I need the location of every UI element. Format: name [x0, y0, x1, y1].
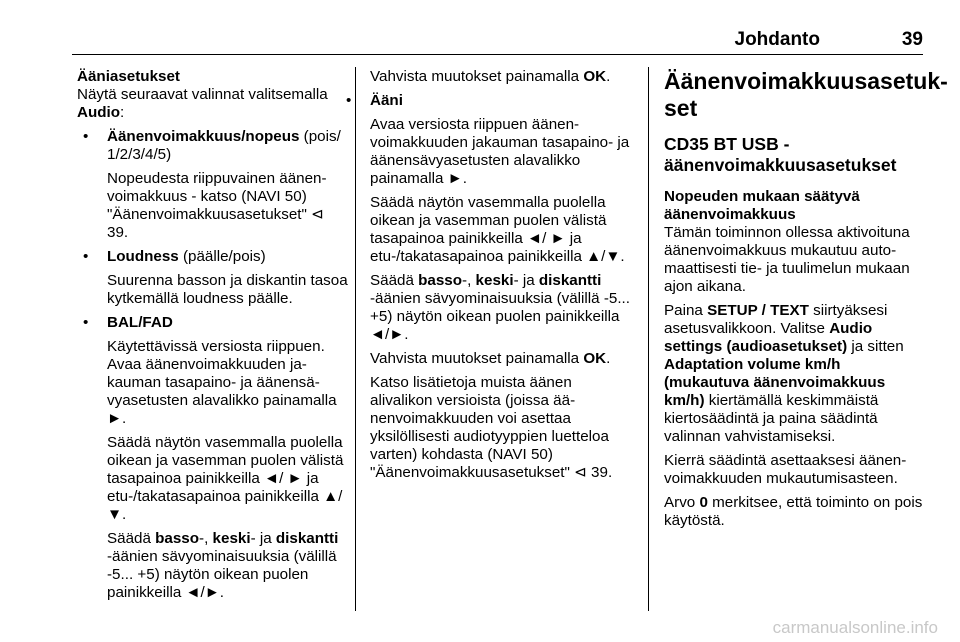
list-item-sound-text-3: Säädä basso-, keski- ja diskantti -äänien sävyominaisuuksia (välillä -5... +5) näytön oikean puolen painikkeilla ◄/►.	[370, 272, 630, 343]
header-rule	[72, 54, 923, 55]
list-item-loudness-text: Suurenna basson ja diskantin tasoa kytkemällä loudness päälle.	[107, 272, 348, 307]
adjust-paragraph: Kierrä säädintä asettaaksesi äänenvoimakkuuden mukautumisasteen.	[664, 452, 907, 487]
more-info-paragraph: Katso lisätietoja muista äänen alivalikon versioista (joissa äänenvoimakkuuden voi asettaa yksilöllisesti audiotyyppien luetteloa varten) kohdasta (NAVI 50) "Äänenvoimakkuusasetukset" ⊲ 39.	[370, 374, 613, 481]
confirm-paragraph-1: Vahvista muutokset painamalla OK.	[370, 68, 611, 85]
page-header	[0, 0, 960, 56]
subsection-title-cd35: CD35 BT USB - äänenvoimakkuusasetukset	[664, 134, 897, 175]
section-heading-audio-settings: Ääniasetukset	[77, 68, 180, 85]
column-divider-2	[648, 67, 649, 611]
intro-paragraph: Näytä seuraavat valinnat valitsemalla Audio:	[77, 86, 328, 121]
column-1	[77, 68, 352, 608]
zero-value-paragraph: Arvo 0 merkitsee, että toiminto on pois käytöstä.	[664, 494, 923, 529]
list-item-bal-fad: • BAL/FAD	[83, 314, 173, 331]
confirm-paragraph-2: Vahvista muutokset painamalla OK.	[370, 350, 611, 367]
section-title-volume-settings: Äänenvoimakkuusasetukset	[664, 68, 948, 121]
list-item-loudness: • Loudness (päälle/pois)	[83, 248, 266, 265]
column-3	[664, 68, 948, 536]
column-2	[346, 68, 632, 488]
column-divider-1	[355, 67, 356, 611]
list-item-speed-volume: • Äänenvoimakkuus/nopeus (pois/ 1/2/3/4/5)	[83, 128, 341, 163]
speed-volume-description: Tämän toiminnon ollessa aktivoituna äänenvoimakkuus mukautuu automaattisesti tie- ja tuulimelun mukaan ajon aikana.	[664, 224, 910, 295]
list-item-sound-text-2: Säädä näytön vasemmalla puolella oikean ja vasemman puolen välistä tasapainoa painikkeilla ◄/ ► ja etu-/takatasapainoa painikkeilla ▲/▼.	[370, 194, 625, 265]
speed-volume-instructions: Paina SETUP / TEXT siirtyäksesi asetusvalikkoon. Valitse Audio settings (audioasetukset) ja sitten Adaptation volume km/h (mukautuva äänenvoimakkuus km/h) kiertämällä keskimmäistä kiertosäädintä ja paina säädintä valinnan vahvistamiseksi.	[664, 302, 904, 445]
bullet-dot: •	[83, 314, 89, 331]
list-item-bal-fad-text-3: Säädä basso-, keski- ja diskantti -äänien sävyominaisuuksia (välillä -5... +5) näytön oikean puolen painikkeilla ◄/►.	[107, 530, 339, 601]
bullet-dot: •	[346, 92, 352, 109]
bullet-dot: •	[83, 128, 89, 145]
chapter-title: Johdanto	[734, 29, 820, 50]
list-item-speed-volume-text: Nopeudesta riippuvainen äänenvoimakkuus - katso (NAVI 50) "Äänenvoimakkuusasetukset" ⊲ 39.	[107, 170, 327, 241]
bullet-dot: •	[83, 248, 89, 265]
list-item-sound: • Ääni	[346, 92, 403, 109]
watermark: carmanualsonline.info	[772, 618, 938, 637]
subheading-speed-volume: Nopeuden mukaan säätyvä äänenvoimakkuus	[664, 188, 860, 223]
list-item-sound-text-1: Avaa versiosta riippuen äänenvoimakkuuden jakauman tasapaino- ja äänensävyasetusten alavalikko painamalla ►.	[370, 116, 630, 187]
page-number: 39	[901, 29, 923, 50]
list-item-bal-fad-text-1: Käytettävissä versiosta riippuen. Avaa äänenvoimakkuuden jakauman tasapaino- ja äänensävyasetusten alavalikko painamalla ►.	[107, 338, 337, 427]
list-item-bal-fad-text-2: Säädä näytön vasemmalla puolella oikean ja vasemman puolen välistä tasapainoa painikkeilla ◄/ ► ja etu-/takatasapainoa painikkeilla ▲/▼.	[107, 434, 344, 523]
